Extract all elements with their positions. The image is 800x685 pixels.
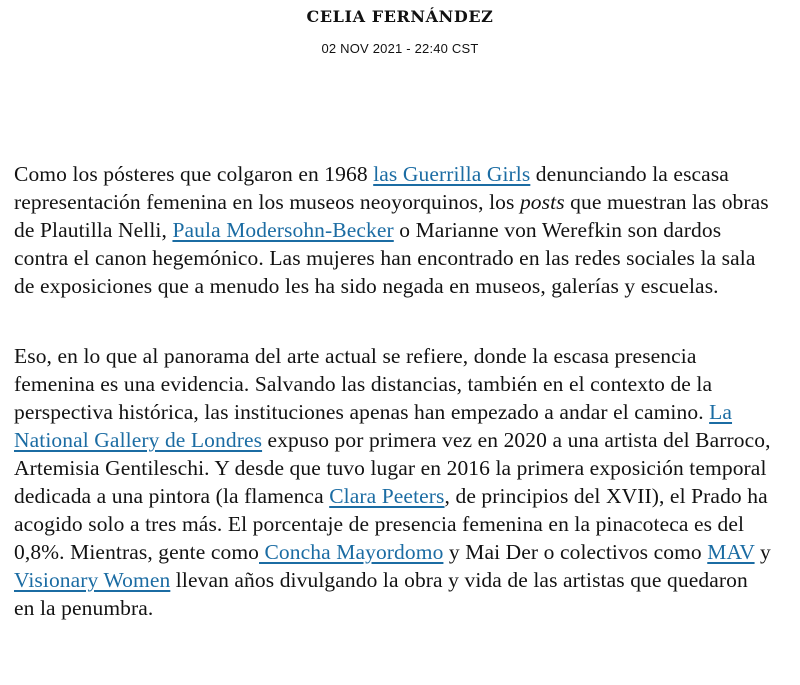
text-segment: , de principios del XVII), el Prado ha acogido solo a tres más. El porcentaje de presencia femenina en la pinacoteca es del 0,8%. Mientras, gente como bbox=[14, 484, 768, 564]
article-body bbox=[14, 160, 772, 622]
publish-date: 02 NOV 2021 - 22:40 CST bbox=[321, 41, 479, 56]
text-segment: y Mai Der o colectivos como bbox=[443, 540, 708, 564]
text-segment: que muestran las obras de Plautilla Nelli, bbox=[14, 190, 769, 242]
inline-link[interactable]: Clara Peeters bbox=[329, 484, 445, 508]
text-segment: y bbox=[754, 540, 771, 564]
text-segment: expuso por primera vez en 2020 a una artista del Barroco, Artemisia Gentileschi. Y desde que tuvo lugar en 2016 la primera exposición temporal dedicada a una pintora (la flamenca bbox=[14, 428, 771, 508]
inline-link[interactable]: Visionary Women bbox=[14, 568, 171, 592]
inline-link[interactable]: MAV bbox=[707, 540, 755, 564]
text-segment: Como los pósteres que colgaron en 1968 bbox=[14, 162, 374, 186]
paragraph bbox=[14, 160, 772, 300]
inline-link[interactable]: Concha Mayordomo bbox=[259, 540, 444, 564]
text-segment: llevan años divulgando la obra y vida de las artistas que quedaron en la penumbra. bbox=[14, 568, 748, 620]
inline-link[interactable]: La National Gallery de Londres bbox=[14, 400, 733, 452]
byline: CELIA FERNÁNDEZ bbox=[306, 7, 494, 26]
italic-text: posts bbox=[519, 190, 565, 214]
inline-link[interactable]: Paula Modersohn-Becker bbox=[172, 218, 394, 242]
inline-link[interactable]: las Guerrilla Girls bbox=[373, 162, 531, 186]
article-header bbox=[0, 0, 800, 56]
paragraph bbox=[14, 342, 772, 622]
text-segment: denunciando la escasa representación femenina en los museos neoyorquinos, los bbox=[14, 162, 729, 214]
text-segment: o Marianne von Werefkin son dardos contra el canon hegemónico. Las mujeres han encontrado en las redes sociales la sala de exposiciones que a menudo les ha sido negada en museos, galerías y escuelas. bbox=[14, 218, 756, 298]
text-segment: Eso, en lo que al panorama del arte actual se refiere, donde la escasa presencia femenina es una evidencia. Salvando las distancias, también en el contexto de la perspectiva histórica, las instituciones apenas han empezado a andar el camino. bbox=[14, 344, 713, 424]
